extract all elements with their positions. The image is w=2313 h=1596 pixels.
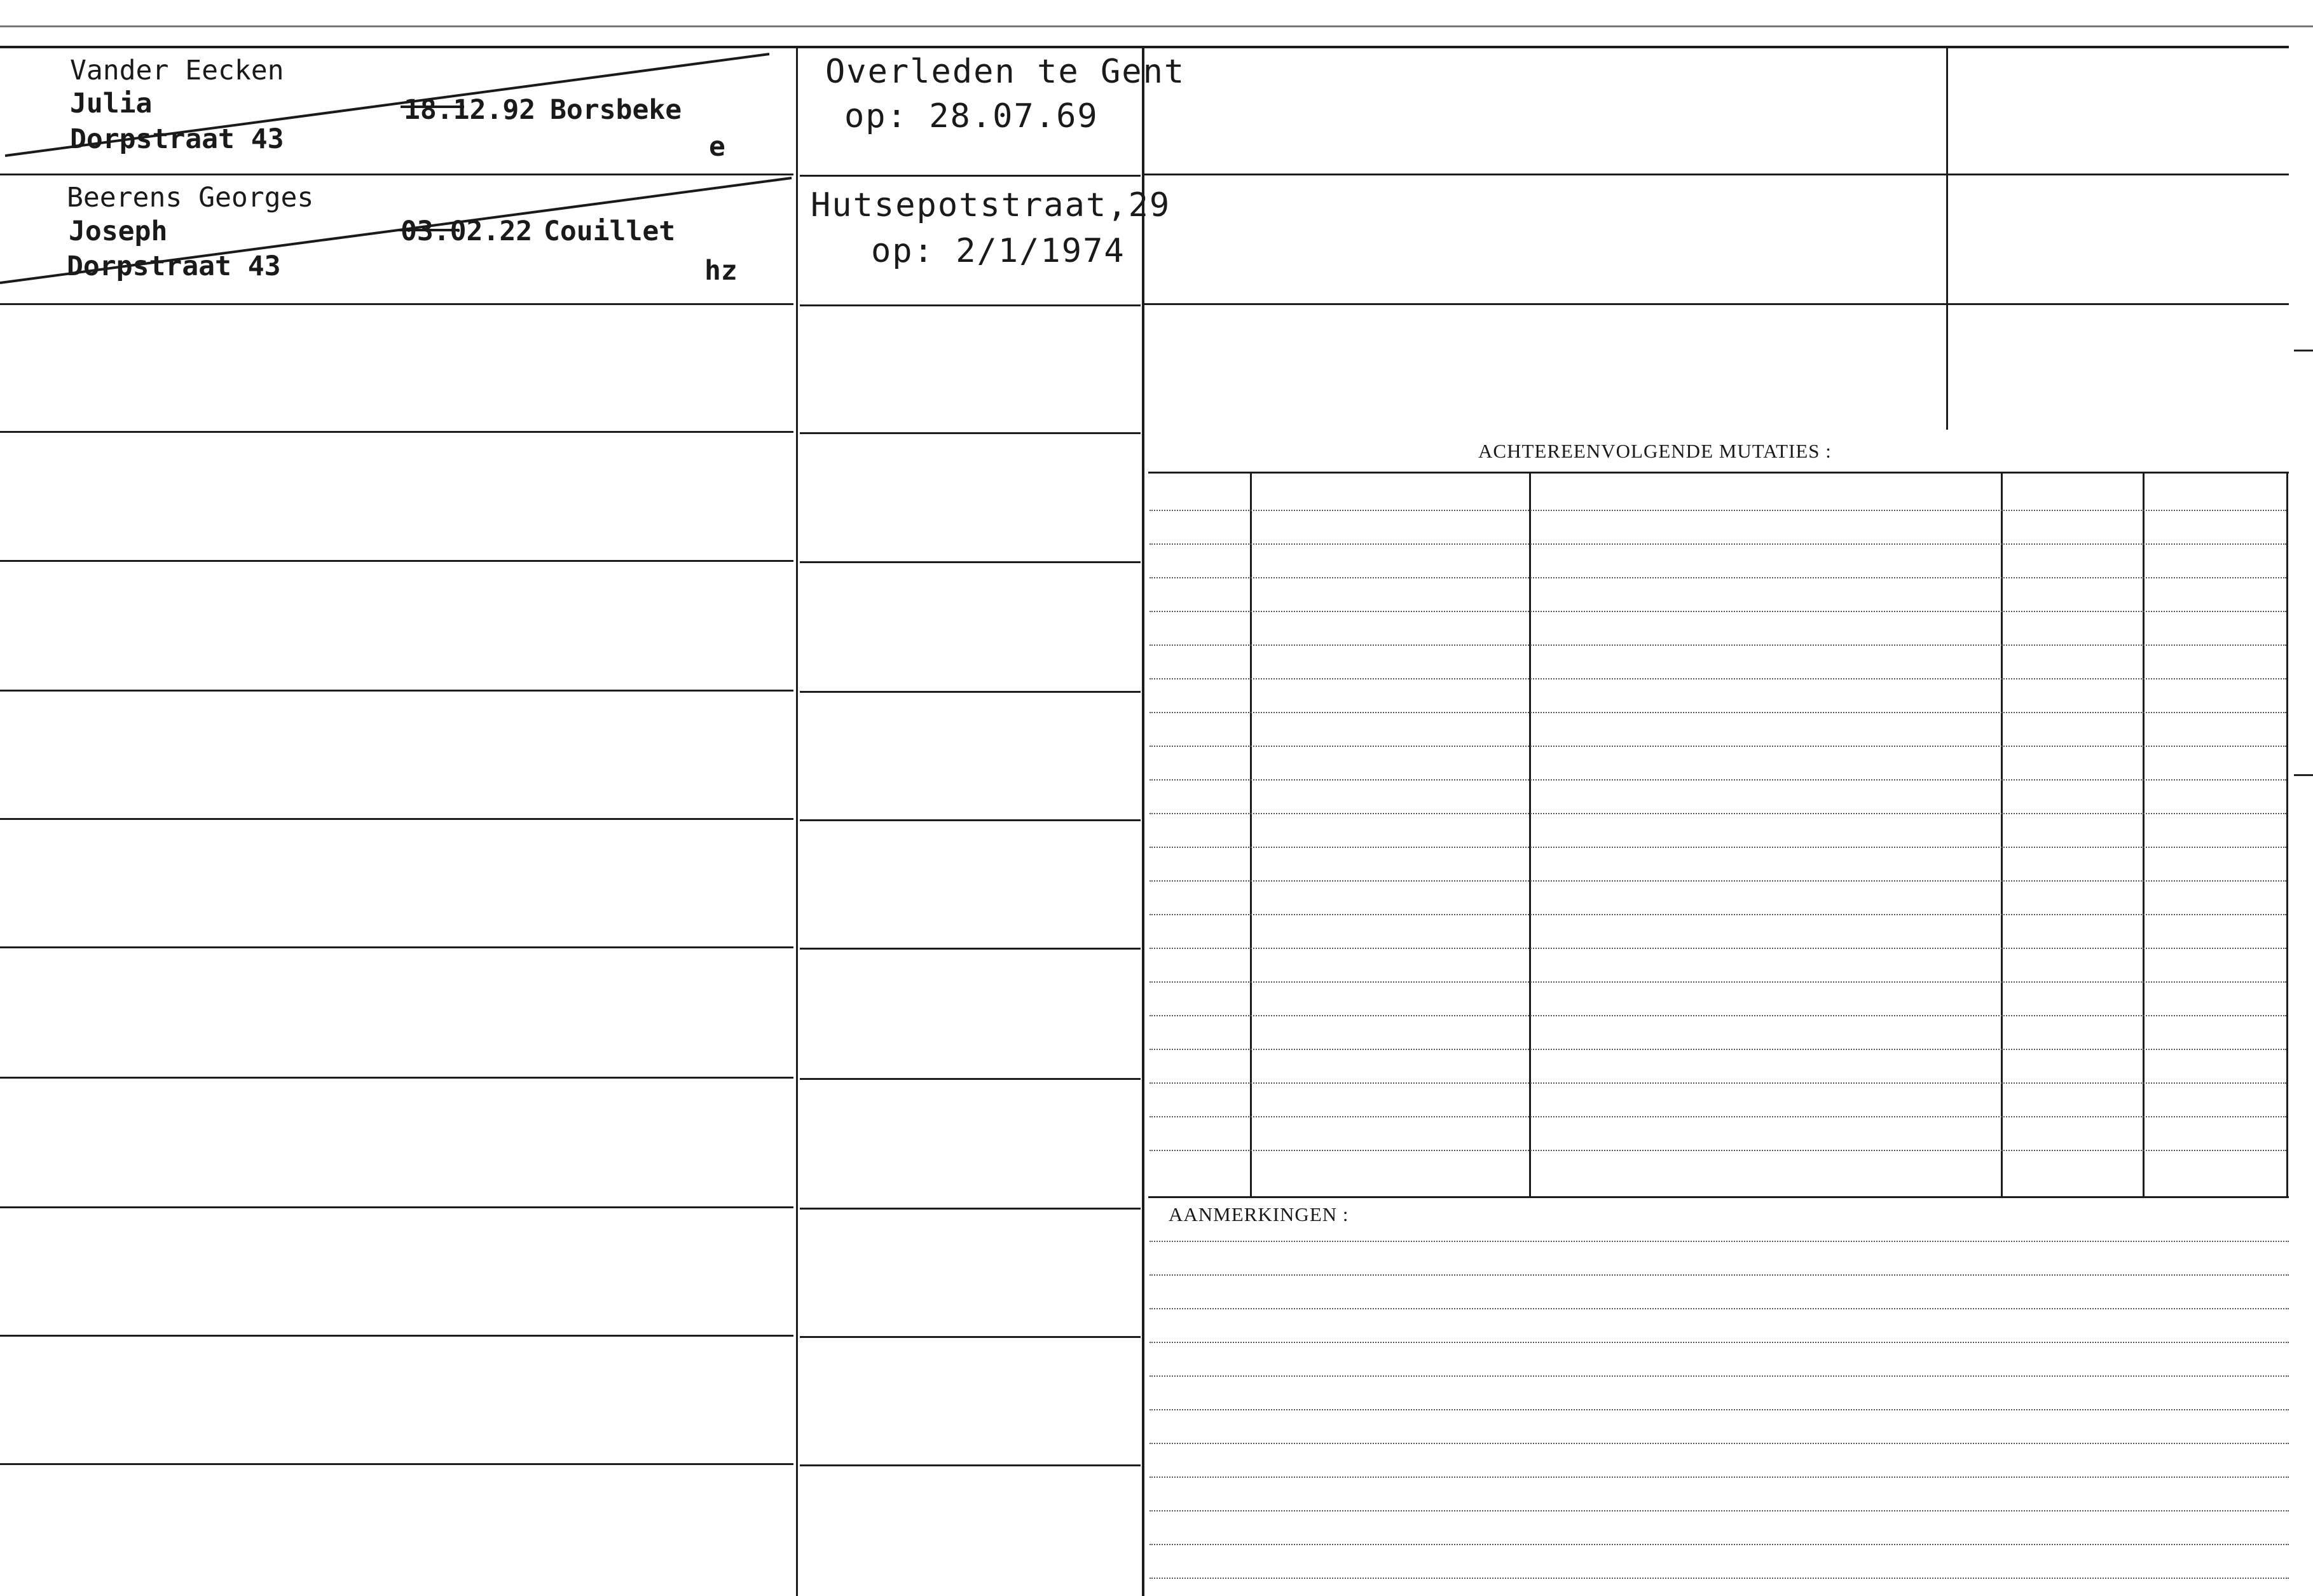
- edge-tick-2: [2294, 774, 2313, 776]
- entry-address: Dorpstraat 43: [70, 123, 284, 155]
- mutations-ruled-line: [1150, 543, 2286, 545]
- remarks-ruled-line: [1150, 1241, 2289, 1242]
- remarks-ruled-line: [1150, 1510, 2289, 1511]
- remarks-ruled-line: [1150, 1578, 2289, 1579]
- mutations-ruled-line: [1150, 577, 2286, 578]
- mutations-ruled-line: [1150, 948, 2286, 949]
- mutations-col-3: [2001, 473, 2003, 1196]
- entry-birth-place: Couillet: [544, 215, 676, 247]
- mutations-ruled-line: [1150, 611, 2286, 612]
- mutations-ruled-line: [1150, 712, 2286, 713]
- remarks-ruled-line: [1150, 1342, 2289, 1343]
- mutations-ruled-line: [1150, 813, 2286, 814]
- remarks-ruled-line: [1150, 1409, 2289, 1410]
- strike-line-entry-2: [0, 178, 792, 283]
- edge-tick-1: [2294, 350, 2313, 351]
- remarks-ruled-line: [1150, 1443, 2289, 1444]
- entry-birth-place: Borsbeke: [550, 94, 682, 126]
- entry-firstname: Julia: [70, 88, 153, 119]
- mutations-ruled-line: [1150, 678, 2286, 679]
- entry-status-line1: Hutsepotstraat,29: [811, 186, 1171, 224]
- mutations-ruled-line: [1150, 1049, 2286, 1050]
- remarks-ruled-line: [1150, 1308, 2289, 1309]
- remarks-ruled-line: [1150, 1544, 2289, 1545]
- mutations-col-1: [1250, 473, 1252, 1196]
- mutations-ruled-line: [1150, 981, 2286, 983]
- remarks-ruled-line: [1150, 1477, 2289, 1478]
- remarks-title: AANMERKINGEN :: [1169, 1203, 1349, 1225]
- mutations-ruled-line: [1150, 645, 2286, 646]
- entry-mark: hz: [704, 255, 738, 287]
- mutations-col-4: [2143, 473, 2145, 1196]
- mutations-ruled-line: [1150, 1015, 2286, 1016]
- entry-status-line1: Overleden te Gent: [825, 53, 1186, 91]
- entry-mark: e: [709, 131, 725, 163]
- mutations-ruled-line: [1150, 746, 2286, 747]
- mutations-col-2: [1529, 473, 1531, 1196]
- entry-status-line2: op: 28.07.69: [844, 97, 1099, 135]
- mutations-col-5: [2286, 473, 2288, 1196]
- entry-surname: Vander Eecken: [70, 55, 284, 86]
- mutations-ruled-line: [1150, 510, 2286, 511]
- entry-birth-date: 03.02.22: [401, 215, 533, 247]
- remarks-ruled-line: [1150, 1274, 2289, 1276]
- mutations-bottom-border: [1148, 1196, 2289, 1198]
- mutations-ruled-line: [1150, 1082, 2286, 1084]
- mutations-top-border: [1148, 472, 2289, 474]
- strike-line-entry-1: [5, 54, 769, 156]
- entry-status-line2: op: 2/1/1974: [871, 232, 1125, 270]
- mutations-ruled-line: [1150, 1150, 2286, 1151]
- remarks-ruled-line: [1150, 1375, 2289, 1377]
- entry-birth-date: 18.12.92: [404, 94, 536, 126]
- mutations-ruled-line: [1150, 880, 2286, 882]
- mutations-title: ACHTEREENVOLGENDE MUTATIES :: [1478, 440, 1832, 462]
- mutations-ruled-line: [1150, 1116, 2286, 1117]
- entry-address: Dorpstraat 43: [67, 250, 281, 282]
- mutations-ruled-line: [1150, 914, 2286, 915]
- mutations-ruled-line: [1150, 779, 2286, 781]
- entry-surname: Beerens Georges: [67, 182, 314, 214]
- entry-firstname: Joseph: [69, 215, 168, 247]
- mutations-ruled-line: [1150, 847, 2286, 848]
